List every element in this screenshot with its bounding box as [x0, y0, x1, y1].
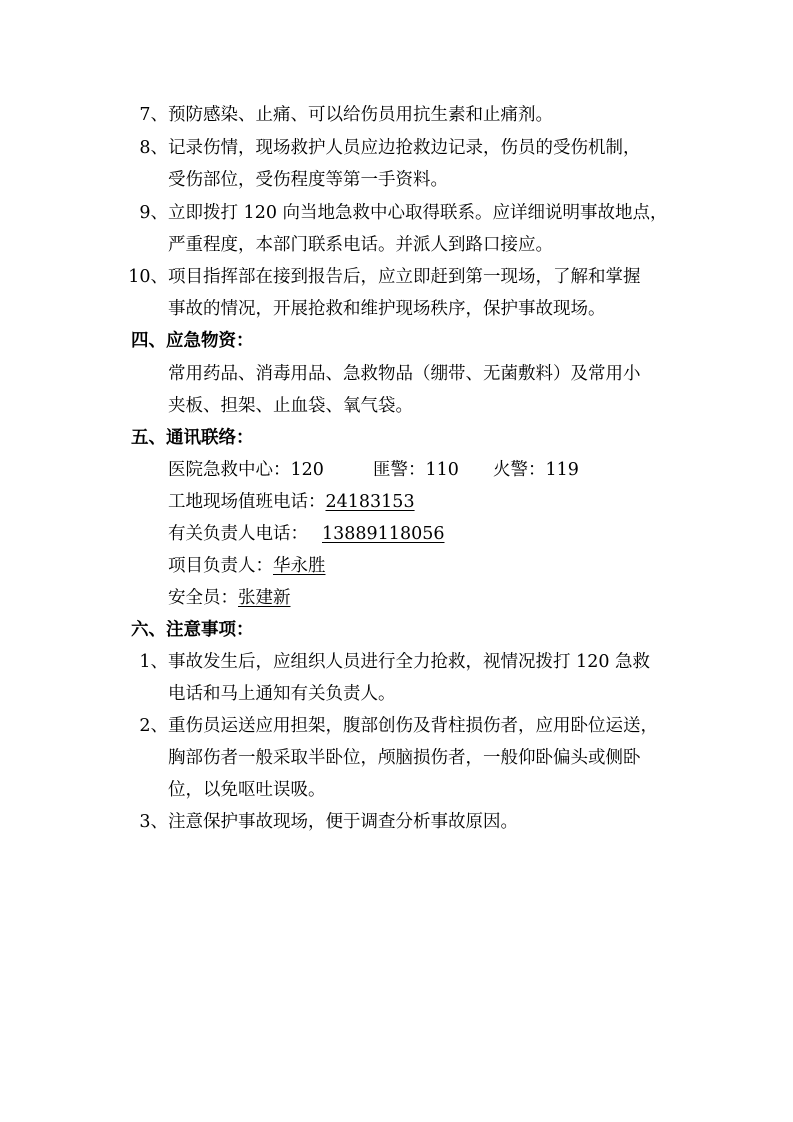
- fire-contact: 火警：119: [493, 460, 579, 480]
- item-number: 1、: [139, 652, 168, 672]
- section-heading-contacts: 五、通讯联络：: [131, 428, 254, 448]
- item-text: 项目指挥部在接到报告后，应立即赶到第一现场，了解和掌握: [168, 267, 641, 287]
- item-number: 2、: [139, 716, 168, 736]
- item-number: 3、: [139, 812, 168, 832]
- site-phone-value: 24183153: [325, 492, 415, 512]
- site-phone-row: [168, 489, 415, 515]
- item-text: 胸部伤者一般采取半卧位，颅脑损伤者，一般仰卧偏头或侧卧: [168, 748, 641, 768]
- item-text: 事故的情况，开展抢救和维护现场秩序，保护事故现场。: [168, 299, 606, 319]
- item-text: 电话和马上通知有关负责人。: [168, 684, 396, 704]
- item-number: 10、: [128, 267, 168, 287]
- item-text: 记录伤情，现场救护人员应边抢救边记录，伤员的受伤机制，: [168, 138, 641, 158]
- project-lead-value: 华永胜: [273, 556, 326, 576]
- safety-officer-row: [168, 585, 291, 611]
- police-contact: 匪警：110: [373, 460, 459, 480]
- hospital-contact: 医院急救中心：120: [168, 460, 324, 480]
- item-text: 事故发生后，应组织人员进行全力抢救，视情况拨打 120 急救: [168, 652, 651, 672]
- item-text: 预防感染、止痛、可以给伤员用抗生素和止痛剂。: [168, 105, 553, 125]
- project-lead-row: [168, 553, 326, 579]
- responsible-phone-row: [168, 521, 444, 547]
- section-heading-notes: 六、注意事项：: [131, 620, 254, 640]
- item-number: 8、: [139, 138, 168, 158]
- item-number: 9、: [139, 203, 168, 223]
- safety-officer-label: 安全员：: [168, 588, 238, 608]
- section-heading-supplies: 四、应急物资：: [131, 331, 254, 351]
- item-text: 立即拨打 120 向当地急救中心取得联系。应详细说明事故地点，: [168, 203, 668, 223]
- supplies-text: 夹板、担架、止血袋、氧气袋。: [168, 396, 413, 416]
- project-lead-label: 项目负责人：: [168, 556, 273, 576]
- item-text: 注意保护事故现场，便于调查分析事故原因。: [168, 812, 518, 832]
- item-text: 受伤部位，受伤程度等第一手资料。: [168, 170, 448, 190]
- responsible-phone-label: 有关负责人电话：: [168, 524, 308, 544]
- item-text: 位，以免呕吐误吸。: [168, 780, 326, 800]
- item-number: 7、: [139, 105, 168, 125]
- safety-officer-value: 张建新: [238, 588, 291, 608]
- item-text: 严重程度，本部门联系电话。并派人到路口接应。: [168, 235, 553, 255]
- responsible-phone-value: 13889118056: [322, 524, 445, 544]
- supplies-text: 常用药品、消毒用品、急救物品（绷带、无菌敷料）及常用小: [168, 364, 641, 384]
- site-phone-label: 工地现场值班电话：: [168, 492, 326, 512]
- item-text: 重伤员运送应用担架，腹部创伤及背柱损伤者，应用卧位运送，: [168, 716, 658, 736]
